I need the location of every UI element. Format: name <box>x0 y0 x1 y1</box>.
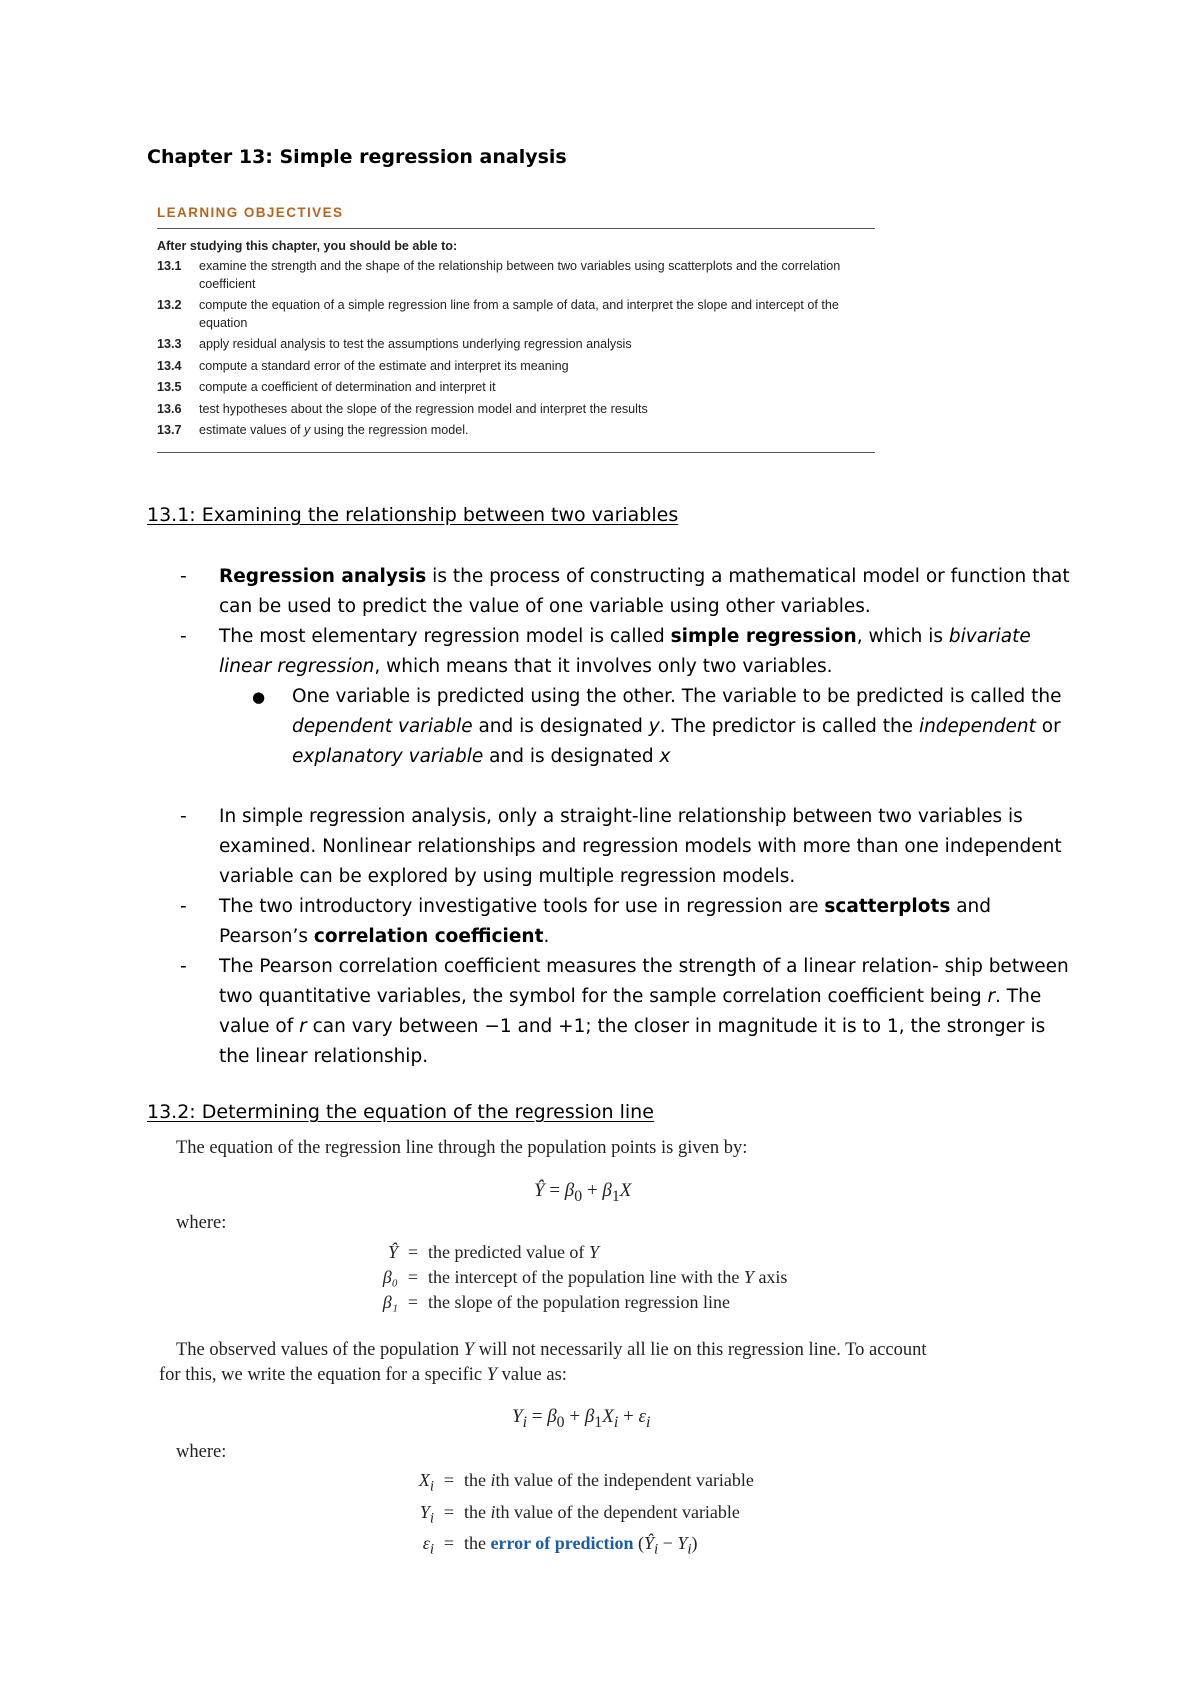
objective-text: test hypotheses about the slope of the regression model and interpret the results <box>199 401 648 416</box>
learning-objectives-heading: LEARNING OBJECTIVES <box>157 205 875 229</box>
objective-number: 13.6 <box>157 401 182 416</box>
objective-text: apply residual analysis to test the assumptions underlying regression analysis <box>199 337 632 351</box>
objective-number: 13.5 <box>157 380 182 394</box>
definitions-list-1 <box>360 1240 787 1315</box>
definition-row: $Y_i$ = the ith value of the dependent variable <box>396 1500 754 1532</box>
where-label: where: <box>176 1213 227 1233</box>
bullet-text: , which means that it involves only two variables. <box>374 656 833 677</box>
section-heading-13-1: 13.1: Examining the relationship between two variables <box>147 504 679 526</box>
definition-symbol: β₀ <box>382 1267 398 1287</box>
objective-item <box>157 297 875 332</box>
objective-number: 13.1 <box>157 259 182 273</box>
objective-number: 13.2 <box>157 298 182 312</box>
objective-number: 13.4 <box>157 358 182 373</box>
definition-row: β₀ = the intercept of the population line with the Y axis <box>360 1265 787 1290</box>
learning-objectives-intro: After studying this chapter, you should be able to: <box>157 239 458 253</box>
objective-item <box>157 358 875 376</box>
section-heading-13-2: 13.2: Determining the equation of the regression line <box>147 1101 654 1123</box>
bullet-text: The most elementary regression model is called <box>219 626 671 647</box>
definition-row: Ŷ = the predicted value of Y <box>360 1240 787 1265</box>
definition-symbol: β₁ <box>382 1292 398 1312</box>
objective-text-end: using the regression model. <box>310 423 469 437</box>
bold-term: Regression analysis <box>219 566 427 587</box>
definition-symbol: Ŷ <box>387 1242 398 1262</box>
definition-row: $X_i$ = the ith value of the independent variable <box>396 1468 754 1500</box>
objective-item <box>157 258 875 293</box>
error-of-prediction-term: error of prediction <box>490 1533 634 1554</box>
italic-term: bivariate linear regression <box>219 626 1031 677</box>
definitions-list-2 <box>396 1468 754 1563</box>
dash-marker: - <box>180 956 187 977</box>
sub-bullet-item: ● One variable is predicted using the other. The variable to be predicted is called the dependent variable and is designated y. The predictor is called the independent or explanatory variable and is designated x <box>252 682 1080 772</box>
definition-symbol: $Y_i$ <box>419 1501 434 1527</box>
bullet-item <box>180 622 1080 682</box>
objective-text: compute a standard error of the estimate and interpret its meaning <box>199 358 569 373</box>
objective-item <box>157 422 875 440</box>
bullet-item: - The two introductory investigative tools for use in regression are scatterplots and Pearson’s correlation coefficient. <box>180 892 1080 952</box>
objective-number: 13.7 <box>157 423 182 437</box>
bullet-item <box>180 802 1080 892</box>
bullet-text: In simple regression analysis, only a straight-line relationship between two variables is examined. Nonlinear relationships and regression models with more than one independent variable can be explored by using multiple regression models. <box>219 806 1062 887</box>
bullet-item: - The Pearson correlation coefficient measures the strength of a linear relation- ship between two quantitative variables, the symbol for the sample correlation coefficient being r. The value of r can vary between −1 and +1; the closer in magnitude it is to 1, the stronger is the linear relationship. <box>180 952 1080 1072</box>
dash-marker: - <box>180 806 187 827</box>
objective-text: compute a coefficient of determination and interpret it <box>199 380 496 394</box>
bullet-text: , which is <box>856 626 949 647</box>
bold-term: simple regression <box>670 626 857 647</box>
objective-text: compute the equation of a simple regression line from a sample of data, and interpret the slope and intercept of the equation <box>199 298 839 330</box>
objective-item <box>157 401 875 419</box>
objective-text: examine the strength and the shape of the relationship between two variables using scatterplots and the correlation coefficient <box>199 259 841 291</box>
objective-item <box>157 336 875 354</box>
bullet-item <box>180 562 1080 622</box>
where-label: where: <box>176 1442 227 1462</box>
dash-marker: - <box>180 896 187 917</box>
objective-variable-y: y <box>304 423 311 437</box>
textbook-paragraph: The observed values of the population Y will not necessarily all lie on this regression line. To account for this, we write the equation for a specific Y value as: <box>159 1340 927 1385</box>
definition-row: $\varepsilon_i$ = the error of prediction $(Ŷ_i - Y_i)$ <box>396 1531 754 1563</box>
learning-objectives-box <box>157 205 875 453</box>
learning-objectives-bottom-rule <box>157 452 875 453</box>
dash-marker: - <box>180 626 187 647</box>
objective-text <box>199 422 875 440</box>
dash-marker: - <box>180 566 187 587</box>
section-13-1-notes <box>180 562 1080 1072</box>
bullet-dot: ● <box>252 688 266 706</box>
textbook-intro: The equation of the regression line through the population points is given by: <box>176 1138 748 1158</box>
observed-value-equation: $Y_i = \beta_0 + \beta_1X_i + \varepsilon_i$ <box>512 1406 651 1431</box>
definition-symbol: $\varepsilon_i$ <box>422 1533 434 1558</box>
definition-row: β₁ = the slope of the population regression line <box>360 1290 787 1315</box>
objective-text-start: estimate values of <box>199 423 304 437</box>
objective-item <box>157 379 875 397</box>
objective-number: 13.3 <box>157 337 182 351</box>
bullet-text: is the process of constructing a mathematical model or function that can be used to predict the value of one variable using other variables. <box>219 566 1070 617</box>
population-regression-equation: Ŷ = $\beta_0 + \beta_1X$ <box>534 1180 632 1205</box>
chapter-title: Chapter 13: Simple regression analysis <box>147 146 567 168</box>
definition-symbol: $X_i$ <box>418 1470 434 1495</box>
